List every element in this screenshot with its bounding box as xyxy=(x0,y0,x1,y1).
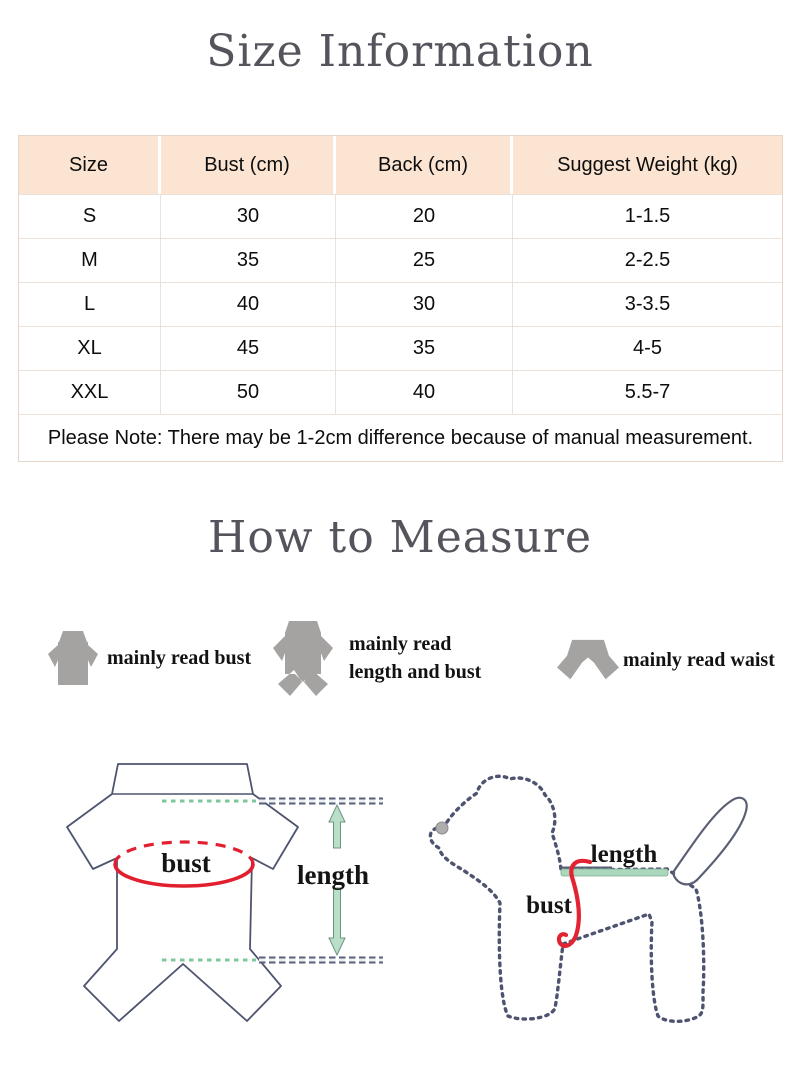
length-arrow-down xyxy=(329,888,345,955)
measure-guide-jumpsuit xyxy=(271,620,481,696)
pants-icon xyxy=(557,638,619,682)
cell-weight: 5.5-7 xyxy=(624,381,671,403)
measure-label-line: mainly read xyxy=(349,633,452,655)
dog-tail xyxy=(674,798,747,885)
measuring-diagrams xyxy=(0,745,800,1087)
cell-back: 20 xyxy=(336,195,513,238)
cell-size: XL xyxy=(19,327,161,370)
cell-back: 35 xyxy=(336,327,513,370)
cell-size: M xyxy=(19,239,161,282)
col-header-size: Size xyxy=(19,136,161,194)
dog-bust-label: bust xyxy=(526,892,572,919)
table-row xyxy=(19,194,782,238)
cell-size: S xyxy=(19,195,161,238)
dog-length-bar xyxy=(561,869,668,876)
measure-guide-pants xyxy=(557,638,775,682)
length-arrow-up xyxy=(329,805,345,848)
dog-length-label: length xyxy=(590,841,658,868)
measure-label-line: length and bust xyxy=(349,661,482,683)
cell-bust: 35 xyxy=(161,239,336,282)
garment-sketch xyxy=(67,764,383,1021)
cell-back: 25 xyxy=(336,239,513,282)
size-table xyxy=(18,135,783,462)
measurement-note: Please Note: There may be 1-2cm difference because of manual measurement. xyxy=(19,414,782,461)
table-row xyxy=(19,282,782,326)
cell-size: XXL xyxy=(19,371,161,414)
dog-sketch xyxy=(430,776,746,1021)
col-header-bust: Bust (cm) xyxy=(161,136,336,194)
col-header-back: Back (cm) xyxy=(336,136,513,194)
cell-back: 30 xyxy=(336,283,513,326)
table-row xyxy=(19,326,782,370)
how-to-measure-title: How to Measure xyxy=(208,512,592,563)
cell-bust: 40 xyxy=(161,283,336,326)
cell-weight: 3-3.5 xyxy=(624,293,671,315)
vest-icon xyxy=(47,630,99,686)
size-information-title: Size Information xyxy=(206,26,594,77)
cell-bust: 30 xyxy=(161,195,336,238)
table-row xyxy=(19,238,782,282)
jumpsuit-icon xyxy=(271,620,335,696)
garment-bust-label: bust xyxy=(161,848,211,878)
measure-label xyxy=(349,630,481,686)
measure-label: mainly read waist xyxy=(623,649,775,671)
cell-bust: 45 xyxy=(161,327,336,370)
col-header-weight: Suggest Weight (kg) xyxy=(513,136,782,194)
cell-size: L xyxy=(19,283,161,326)
cell-weight: 1-1.5 xyxy=(624,205,671,227)
garment-length-label: length xyxy=(296,860,370,890)
dog-nose xyxy=(436,822,448,834)
cell-back: 40 xyxy=(336,371,513,414)
table-row xyxy=(19,370,782,414)
cell-bust: 50 xyxy=(161,371,336,414)
measure-label: mainly read bust xyxy=(107,647,252,669)
size-table-header-row xyxy=(19,136,782,194)
cell-weight: 2-2.5 xyxy=(624,249,671,271)
cell-weight: 4-5 xyxy=(633,337,662,359)
measure-guide-vest xyxy=(47,630,251,686)
